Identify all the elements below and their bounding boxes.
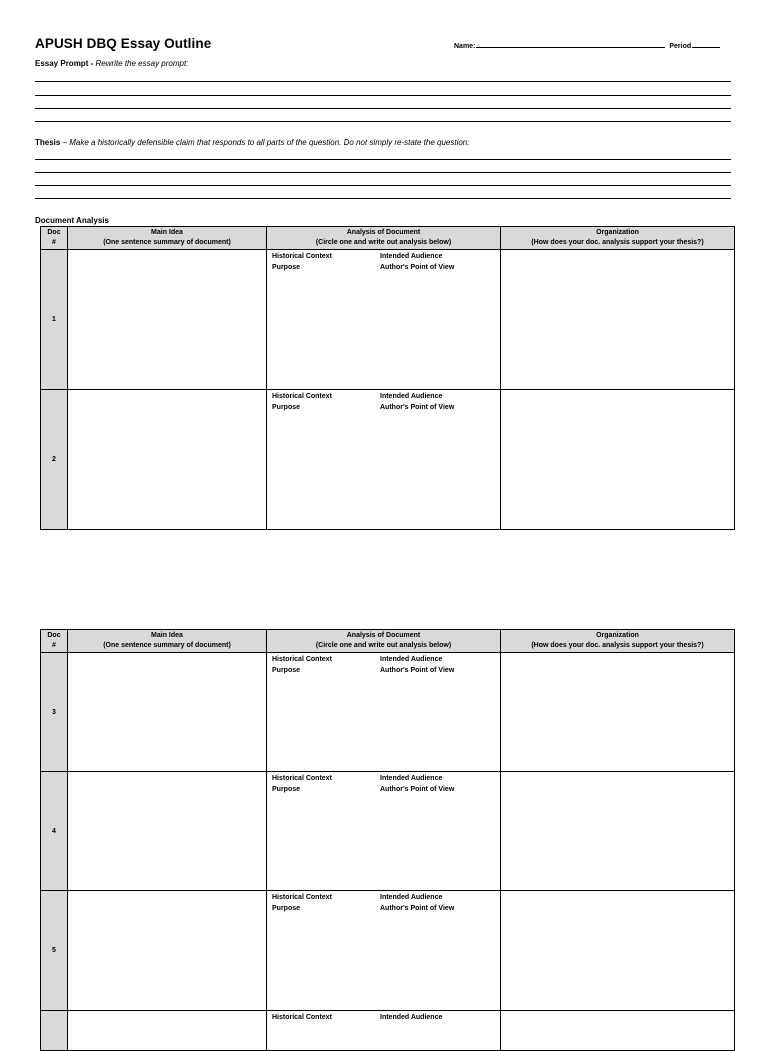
- table-header-row: [41, 227, 735, 250]
- organization-cell[interactable]: [501, 653, 735, 772]
- doc-number-cell: 4: [41, 772, 68, 891]
- prompt-writing-line[interactable]: [35, 121, 731, 122]
- period-label: Period: [669, 43, 692, 50]
- name-period-field: [454, 41, 722, 50]
- option-historical-context[interactable]: Historical Context: [272, 1014, 332, 1021]
- option-intended-audience[interactable]: Intended Audience: [380, 253, 443, 260]
- organization-cell[interactable]: [501, 250, 735, 390]
- table-row: [41, 390, 735, 530]
- main-idea-header: Main Idea (One sentence summary of document): [68, 227, 267, 250]
- thesis-writing-line[interactable]: [35, 159, 731, 160]
- option-intended-audience[interactable]: Intended Audience: [380, 894, 443, 901]
- doc-number-cell: 1: [41, 250, 68, 390]
- option-point-of-view[interactable]: Author's Point of View: [380, 264, 455, 271]
- analysis-cell[interactable]: [267, 250, 501, 390]
- thesis-writing-line[interactable]: [35, 185, 731, 186]
- option-intended-audience[interactable]: Intended Audience: [380, 393, 443, 400]
- main-idea-cell[interactable]: [68, 891, 267, 1011]
- option-point-of-view[interactable]: Author's Point of View: [380, 404, 455, 411]
- option-historical-context[interactable]: Historical Context: [272, 775, 332, 782]
- main-idea-cell[interactable]: [68, 653, 267, 772]
- analysis-cell[interactable]: [267, 772, 501, 891]
- table-row: [41, 1011, 735, 1051]
- option-historical-context[interactable]: Historical Context: [272, 656, 332, 663]
- table-row: [41, 891, 735, 1011]
- doc-number-cell: 3: [41, 653, 68, 772]
- document-analysis-table-continued: [40, 629, 735, 1051]
- document-analysis-table: [40, 226, 735, 530]
- organization-cell[interactable]: [501, 1011, 735, 1051]
- essay-prompt-instruction: Rewrite the essay prompt:: [95, 59, 189, 68]
- option-purpose[interactable]: Purpose: [272, 905, 301, 912]
- organization-cell[interactable]: [501, 390, 735, 530]
- essay-prompt-lead: Essay Prompt -: [35, 59, 94, 68]
- organization-header: Organization (How does your doc. analysis support your thesis?): [501, 630, 735, 653]
- name-label: Name:: [454, 43, 476, 50]
- table-header-row: [41, 630, 735, 653]
- main-idea-cell[interactable]: [68, 250, 267, 390]
- table-row: [41, 772, 735, 891]
- main-idea-header: Main Idea (One sentence summary of document): [68, 630, 267, 653]
- thesis-lead: Thesis: [35, 138, 61, 147]
- prompt-writing-line[interactable]: [35, 81, 731, 82]
- option-purpose[interactable]: Purpose: [272, 786, 301, 793]
- thesis-label: [35, 138, 469, 147]
- option-historical-context[interactable]: Historical Context: [272, 894, 332, 901]
- option-point-of-view[interactable]: Author's Point of View: [380, 667, 455, 674]
- document-analysis-label: Document Analysis: [35, 216, 109, 225]
- table-row: [41, 250, 735, 390]
- main-idea-cell[interactable]: [68, 1011, 267, 1051]
- analysis-cell[interactable]: [267, 390, 501, 530]
- doc-number-cell: 5: [41, 891, 68, 1011]
- thesis-dash: –: [62, 138, 68, 147]
- option-intended-audience[interactable]: Intended Audience: [380, 1014, 443, 1021]
- option-intended-audience[interactable]: Intended Audience: [380, 775, 443, 782]
- main-idea-cell[interactable]: [68, 390, 267, 530]
- doc-number-cell: 2: [41, 390, 68, 530]
- thesis-instruction: Make a historically defensible claim that responds to all parts of the question. Do not simply re-state the question:: [69, 138, 470, 147]
- organization-cell[interactable]: [501, 891, 735, 1011]
- doc-number-header: Doc #: [41, 630, 68, 653]
- essay-prompt-label: [35, 59, 188, 68]
- page-title: APUSH DBQ Essay Outline: [35, 36, 212, 51]
- doc-number-header: Doc #: [41, 227, 68, 250]
- option-intended-audience[interactable]: Intended Audience: [380, 656, 443, 663]
- option-purpose[interactable]: Purpose: [272, 667, 301, 674]
- analysis-header: Analysis of Document (Circle one and write out analysis below): [267, 227, 501, 250]
- period-blank[interactable]: [692, 41, 720, 48]
- table-row: [41, 653, 735, 772]
- prompt-writing-line[interactable]: [35, 95, 731, 96]
- option-purpose[interactable]: Purpose: [272, 404, 301, 411]
- option-purpose[interactable]: Purpose: [272, 264, 301, 271]
- thesis-writing-line[interactable]: [35, 198, 731, 199]
- prompt-writing-line[interactable]: [35, 108, 731, 109]
- thesis-writing-line[interactable]: [35, 172, 731, 173]
- analysis-cell[interactable]: [267, 653, 501, 772]
- analysis-header: Analysis of Document (Circle one and write out analysis below): [267, 630, 501, 653]
- option-historical-context[interactable]: Historical Context: [272, 253, 332, 260]
- organization-cell[interactable]: [501, 772, 735, 891]
- organization-header: Organization (How does your doc. analysis support your thesis?): [501, 227, 735, 250]
- option-point-of-view[interactable]: Author's Point of View: [380, 786, 455, 793]
- analysis-cell[interactable]: [267, 891, 501, 1011]
- option-point-of-view[interactable]: Author's Point of View: [380, 905, 455, 912]
- name-blank[interactable]: [476, 41, 665, 48]
- main-idea-cell[interactable]: [68, 772, 267, 891]
- option-historical-context[interactable]: Historical Context: [272, 393, 332, 400]
- analysis-cell[interactable]: [267, 1011, 501, 1051]
- doc-number-cell: [41, 1011, 68, 1051]
